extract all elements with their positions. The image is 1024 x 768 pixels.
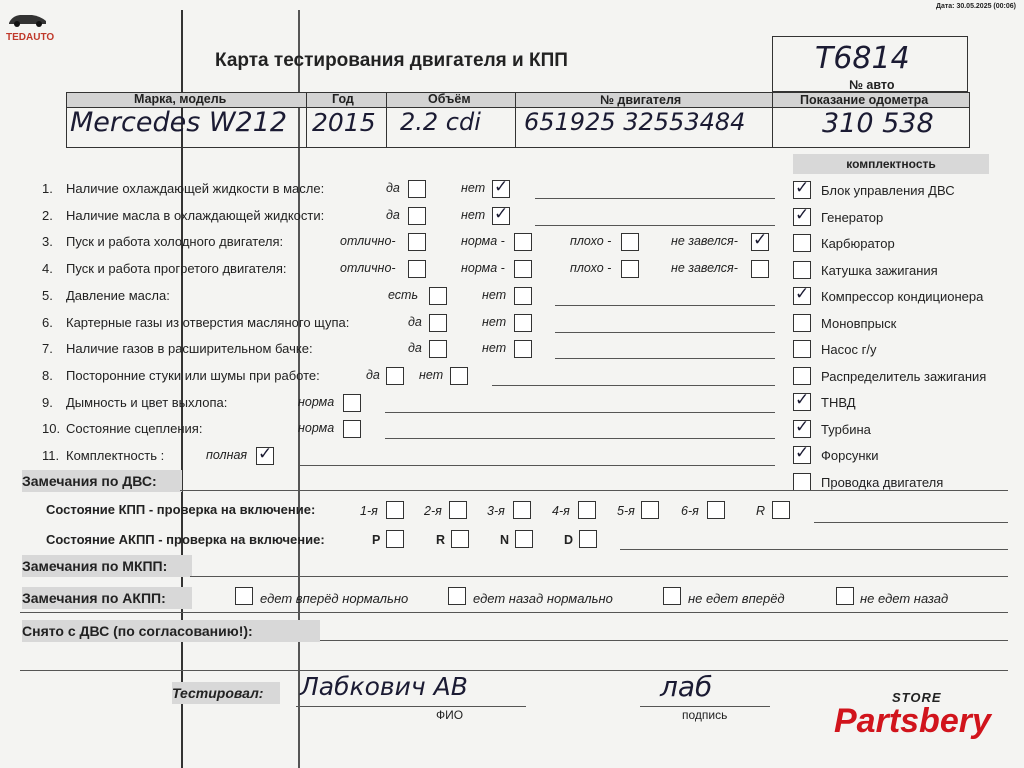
check-number: 8. [42,367,53,383]
check-option-box[interactable] [343,394,361,412]
completeness-item-label: Насос г/у [821,342,877,357]
remarks-engine-label: Замечания по ДВС: [22,470,182,492]
check-option-label: нет [482,314,507,329]
check-mark-icon: ✓ [795,416,810,436]
check-option-label: отлично- [340,234,396,249]
check-option-label: полная [206,448,248,462]
kpp-gear-box[interactable] [707,501,725,519]
col-year: Год [332,92,354,106]
akpp-gear-box[interactable] [451,530,469,548]
removed-label: Снято с ДВС (по согласованию!): [22,620,320,642]
kpp-gear-label: R [756,504,766,518]
check-option-box[interactable] [256,444,274,465]
akpp-gear-label: R [436,533,446,547]
akpp-check-label: Состояние АКПП - проверка на включение: [46,532,325,547]
completeness-checkbox[interactable] [793,443,811,464]
check-mark-icon: ✓ [494,203,509,223]
completeness-checkbox[interactable] [793,284,811,305]
completeness-checkbox[interactable] [793,340,811,358]
answer-line [385,412,775,413]
completeness-checkbox[interactable] [793,234,811,252]
check-option-label: нет [461,181,486,195]
kpp-gear-box[interactable] [386,501,404,519]
check-number: 9. [42,394,53,410]
kpp-gear-box[interactable] [641,501,659,519]
completeness-item-label: Моновпрыск [821,315,897,331]
tester-name: Лабкович АВ [300,672,468,701]
check-option-box[interactable] [408,260,426,278]
completeness-checkbox[interactable] [793,204,811,226]
akpp-gear-label: P [372,533,381,547]
check-option-label: нет [482,287,507,302]
fio-label: ФИО [436,708,464,722]
completeness-item-label: Распределитель зажигания [821,368,987,384]
completeness-item-label: Компрессор кондиционера [821,289,984,304]
kpp-gear-box[interactable] [578,501,596,519]
car-number-box [772,36,968,92]
check-option-label: да [366,367,380,382]
completeness-item-label: Турбина [821,421,871,437]
kpp-gear-label: 6-я [681,504,699,518]
akpp-remark-box[interactable] [836,587,854,605]
remarks-engine-line [180,490,1008,491]
answer-line [535,225,775,226]
check-option-label: да [386,181,400,195]
akpp-remark-label: едет назад нормально [473,591,613,606]
akpp-remark-box[interactable] [448,587,466,605]
check-question: Состояние сцепления: [66,421,203,437]
col-engine: № двигателя [600,93,682,107]
kpp-gear-label: 3-я [487,504,505,518]
completeness-item-label: Генератор [821,209,884,225]
akpp-gear-box[interactable] [579,530,597,548]
vehicle-table [66,92,970,148]
completeness-checkbox[interactable] [793,314,811,332]
completeness-checkbox[interactable] [793,367,811,385]
check-question: Наличие охлаждающей жидкости в масле: [66,181,325,196]
answer-line [535,198,775,199]
answer-line [555,358,775,359]
check-option-label: есть [388,287,419,302]
col-odometer: Показание одометра [800,93,929,107]
check-option-label: норма - [461,261,505,276]
check-number: 6. [42,314,53,330]
kpp-gear-label: 2-я [424,504,442,518]
check-option-label: норма [298,421,335,436]
akpp-remark-box[interactable] [663,587,681,605]
check-option-label: не завелся- [671,234,738,249]
completeness-item-label: Форсунки [821,448,879,463]
check-option-box[interactable] [751,230,769,251]
check-question: Пуск и работа холодного двигателя: [66,234,284,250]
check-option-box[interactable] [450,367,468,385]
check-option-box[interactable] [429,340,447,358]
kpp-gear-label: 5-я [617,504,635,518]
completeness-checkbox[interactable] [793,178,811,199]
answer-line [555,332,775,333]
kpp-check-label: Состояние КПП - проверка на включение: [46,502,316,517]
check-option-box[interactable] [514,340,532,358]
check-option-box[interactable] [514,233,532,251]
store-logo-name: Partsbery [834,702,991,740]
akpp-remark-label: едет вперёд нормально [260,591,409,606]
kpp-gear-box[interactable] [772,501,790,519]
check-option-label: да [408,314,422,329]
check-option-label: норма [298,394,335,409]
kpp-gear-label: 1-я [360,504,378,518]
answer-line [300,465,775,466]
check-question: Давление масла: [66,287,170,303]
akpp-gear-box[interactable] [515,530,533,548]
car-number-label: № авто [849,78,895,92]
answer-line [492,385,775,386]
check-option-label: плохо - [570,261,612,276]
signature-label: подпись [682,708,728,722]
check-question: Посторонние стуки или шумы при работе: [66,367,320,383]
akpp-gear-label: N [500,533,510,547]
check-option-box[interactable] [343,420,361,438]
completeness-checkbox[interactable] [793,416,811,438]
check-mark-icon: ✓ [795,390,810,409]
check-option-label: нет [461,207,486,222]
check-question: Наличие масла в охлаждающей жидкости: [66,207,325,223]
car-number-value: T6814 [815,41,910,76]
brand-logo [6,10,55,43]
check-number: 4. [42,261,53,277]
check-option-box[interactable] [429,314,447,332]
check-question: Дымность и цвет выхлопа: [66,394,228,410]
completeness-item-label: Карбюратор [821,236,895,251]
akpp-remark-box[interactable] [235,587,253,605]
brand-logo-text: TEDAUTO [6,32,55,43]
check-option-box[interactable] [514,314,532,332]
page-title: Карта тестирования двигателя и КПП [215,50,568,71]
val-engine: 651925 32553484 [524,108,746,136]
akpp-remark-label: не едет назад [860,591,949,606]
col-volume: Объём [428,92,471,106]
check-mark-icon: ✓ [494,177,509,196]
print-date: Дата: 30.05.2025 (00:06) [935,3,1016,10]
check-option-box[interactable] [492,203,510,225]
check-number: 5. [42,287,53,303]
check-question: Комплектность : [66,448,165,463]
check-option-label: не завелся- [671,261,738,276]
check-mark-icon: ✓ [258,444,273,463]
check-option-box[interactable] [621,260,639,278]
kpp-gear-label: 4-я [552,504,570,518]
check-option-box[interactable] [386,367,404,385]
kpp-gear-box[interactable] [449,501,467,519]
check-option-box[interactable] [621,233,639,251]
check-option-label: да [408,341,422,356]
check-option-box[interactable] [514,260,532,278]
check-number: 11. [42,448,60,463]
answer-line [385,438,775,439]
check-question: Наличие газов в расширительном бачке: [66,341,313,357]
store-logo [834,690,1014,750]
check-option-label: нет [482,341,507,356]
check-option-box[interactable] [429,287,447,305]
check-option-box[interactable] [408,180,426,198]
check-question: Пуск и работа прогретого двигателя: [66,261,287,277]
check-number: 2. [42,207,53,223]
akpp-remark-label: не едет вперёд [688,591,785,606]
check-option-box[interactable] [408,207,426,225]
tested-label: Тестировал: [172,682,280,704]
store-logo-top: STORE [892,690,942,705]
completeness-item-label: ТНВД [821,395,856,410]
check-mark-icon: ✓ [795,204,810,224]
remarks-mkpp-label: Замечания по МКПП: [22,555,192,577]
check-number: 10. [42,421,61,437]
akpp-gear-label: D [564,533,574,547]
check-option-label: отлично- [340,261,396,276]
signature: лаб [660,670,713,703]
completeness-title: комплектность [793,154,989,174]
completeness-checkbox[interactable] [793,390,811,411]
check-option-box[interactable] [408,233,426,251]
check-option-box[interactable] [492,177,510,198]
answer-line [555,305,775,306]
check-number: 7. [42,341,53,357]
val-year: 2015 [312,108,376,137]
remarks-akpp-label: Замечания по АКПП: [22,587,192,609]
completeness-item-label: Проводка двигателя [821,474,944,490]
check-number: 1. [42,181,53,196]
val-volume: 2.2 cdi [400,108,481,136]
kpp-gear-box[interactable] [513,501,531,519]
completeness-item-label: Блок управления ДВС [821,183,955,198]
check-number: 3. [42,234,53,250]
check-question: Картерные газы из отверстия масляного щупа: [66,314,350,330]
completeness-checkbox[interactable] [793,261,811,279]
val-odometer: 310 538 [822,108,934,139]
check-mark-icon: ✓ [795,284,810,303]
check-option-box[interactable] [514,287,532,305]
col-brand: Марка, модель [134,92,227,106]
check-mark-icon: ✓ [753,230,768,250]
completeness-checkbox[interactable] [793,473,811,491]
completeness-item-label: Катушка зажигания [821,262,938,278]
check-mark-icon: ✓ [795,443,810,462]
check-mark-icon: ✓ [795,178,810,197]
check-option-label: да [386,207,400,222]
check-option-box[interactable] [751,260,769,278]
car-icon [6,10,50,28]
check-option-label: норма - [461,234,505,249]
check-option-label: нет [419,367,444,382]
check-option-label: плохо - [570,234,612,249]
val-brand: Mercedes W212 [70,107,288,138]
akpp-gear-box[interactable] [386,530,404,548]
